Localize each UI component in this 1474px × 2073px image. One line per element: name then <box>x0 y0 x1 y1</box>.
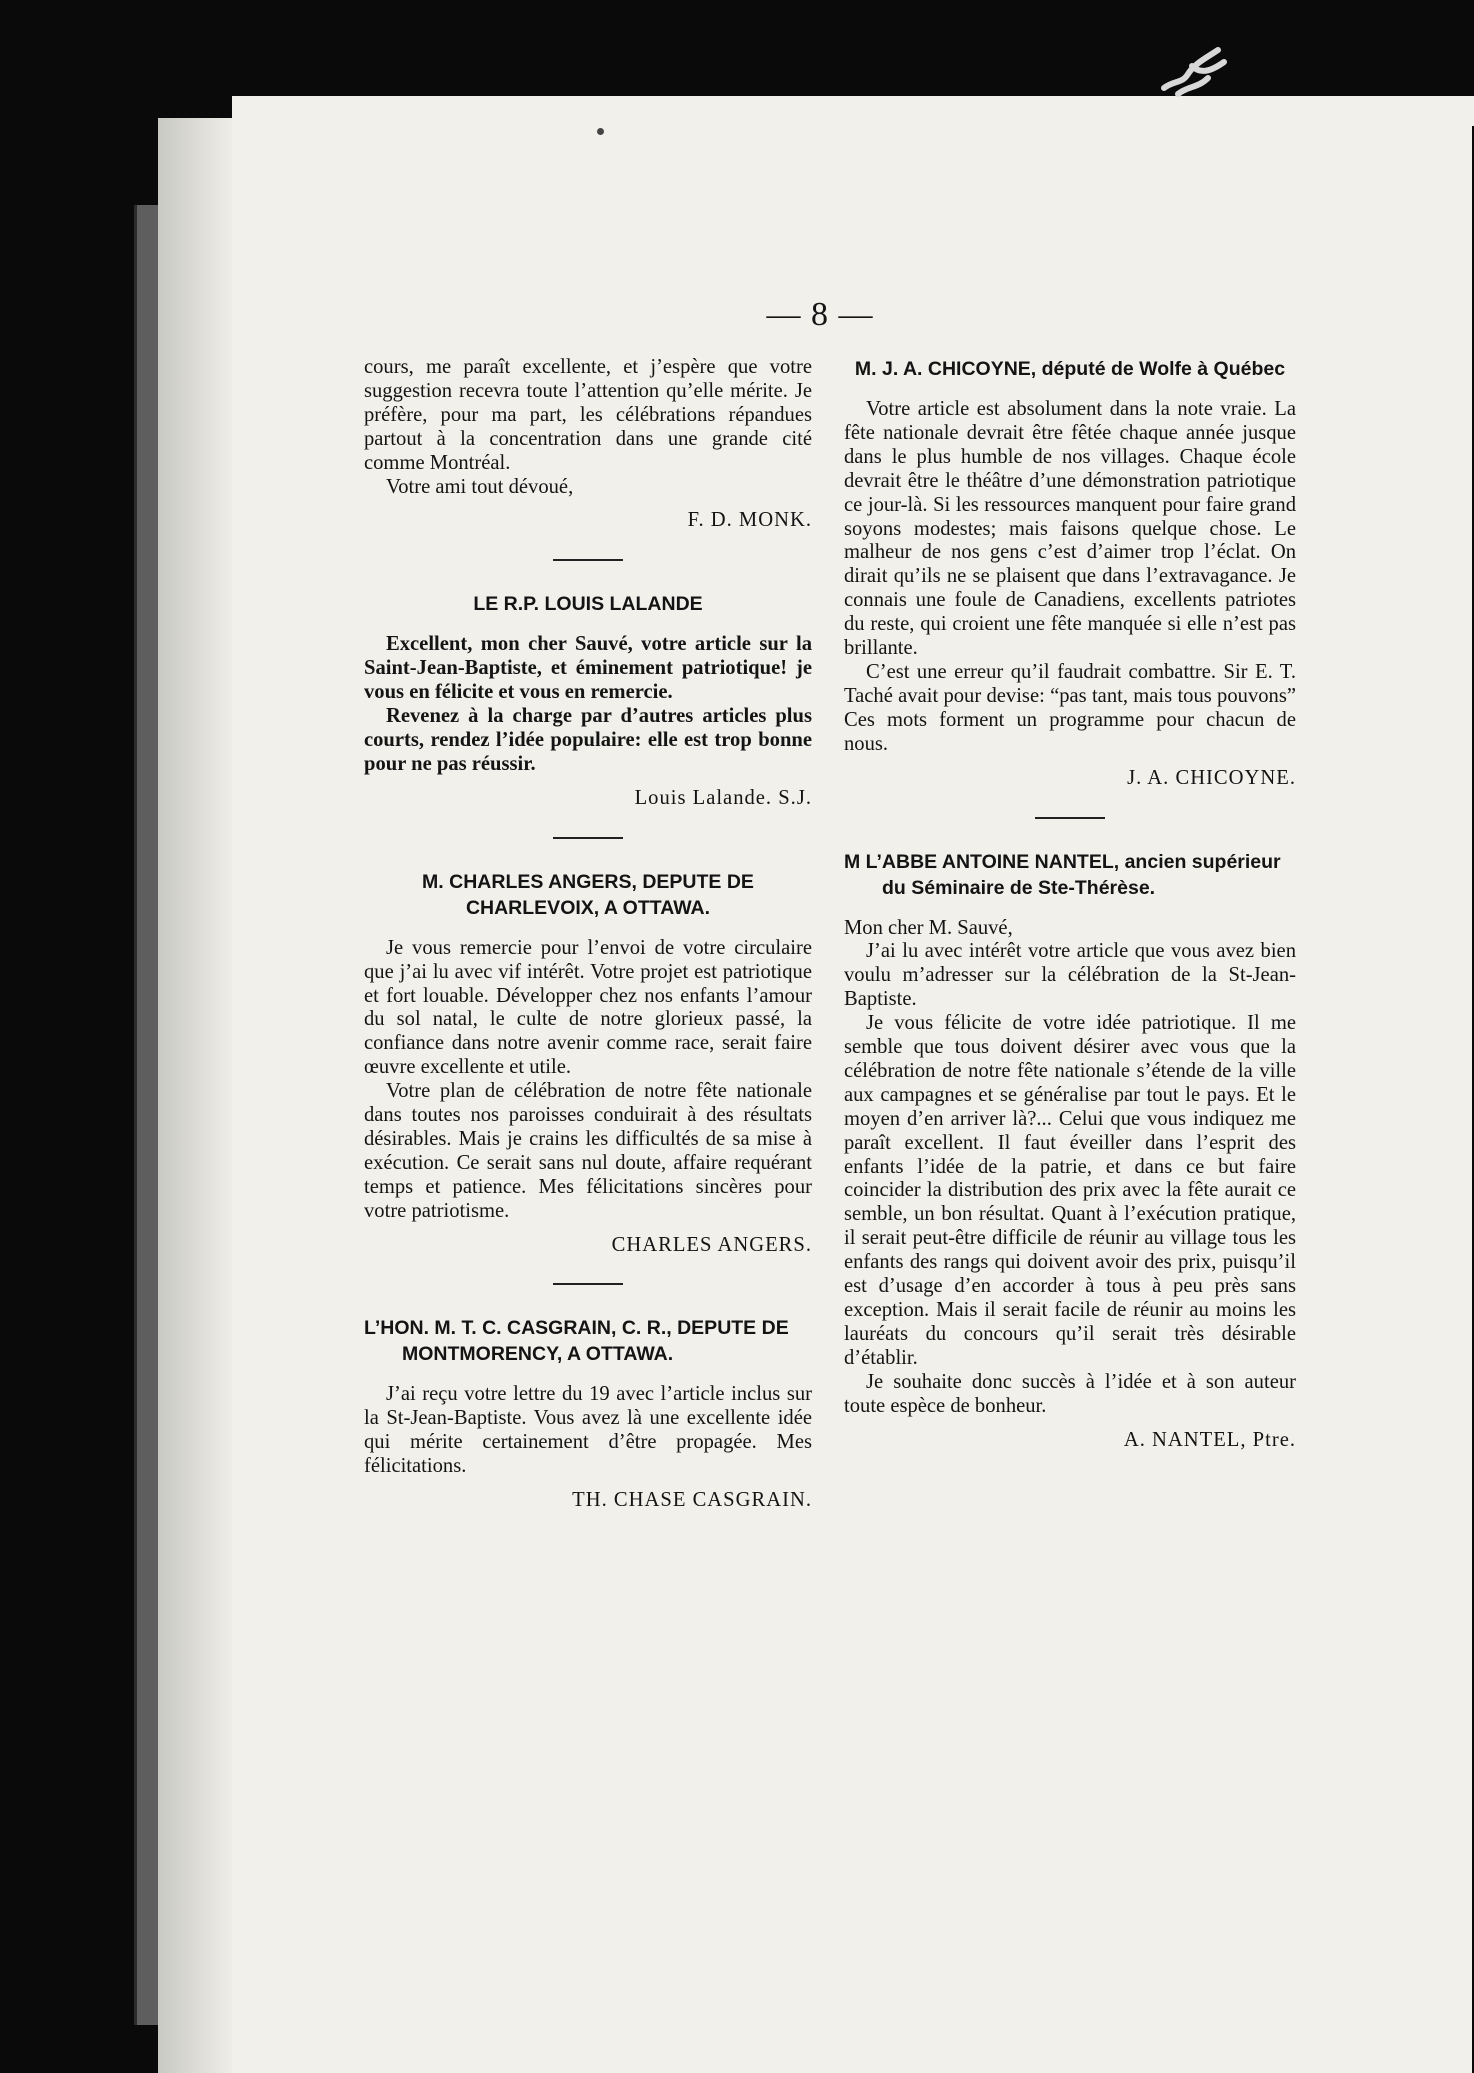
chicoyne-heading: M. J. A. CHICOYNE, député de Wolfe à Québec <box>854 358 1286 380</box>
corner-ink-mark <box>1158 44 1230 102</box>
lalande-heading: LE R.P. LOUIS LALANDE <box>473 593 703 616</box>
section-divider <box>1035 817 1105 819</box>
angers-paragraph: Votre plan de célébration de notre fête nationale dans toutes nos paroisses conduirait à des résultats désirables. Mais je crains les difficultés de sa mise à exécution. Ce serait sans nul doute, affaire requérant temps et patience. Mes félicitations sincères pour votre patriotisme. <box>364 1080 812 1222</box>
monk-letter-text: cours, me paraît excellente, et j’espère que votre suggestion recevra toute l’attention qu’elle mérite. Je préfère, pour ma part, les célébrations répandues partout à la concentration dans une grande cité comme Montréal. <box>364 356 812 474</box>
angers-signature: CHARLES ANGERS. <box>611 1233 812 1256</box>
angers-heading: M. CHARLES ANGERS, DEPUTE DE CHARLEVOIX, A OTTAWA. <box>422 870 754 919</box>
lalande-paragraph: Revenez à la charge par d’autres articles plus courts, rendez l’idée populaire: elle est trop bonne pour ne pas réussir. <box>364 705 812 775</box>
casgrain-signature: TH. CHASE CASGRAIN. <box>572 1489 812 1512</box>
nantel-paragraph: J’ai lu avec intérêt votre article que vous avez bien voulu m’adresser sur la célébration de la St-Jean-Baptiste. <box>844 940 1296 1011</box>
nantel-signature: A. NANTEL, Ptre. <box>1123 1428 1296 1451</box>
chicoyne-signature: J. A. CHICOYNE. <box>1127 766 1296 789</box>
monk-signature: F. D. MONK. <box>687 509 812 532</box>
nantel-paragraph: Je vous félicite de votre idée patriotique. Il me semble que tous doivent désirer avec vous que la célébration de notre fête nationale s’étende de la ville aux campagnes et se généralise par tout le pays. Et le moyen d’en arriver là?... Celui que vous indiquez me paraît excellent. Il faut éveiller dans l’esprit des enfants l’idée de la patrie, et dans ce but faire coincider la distribution des prix avec la fête aurait ce semble, un bon résultat. Quant à l’exécution pratique, il serait peut-être difficile de réunir au village tous les enfants des rangs qui doivent avoir des prix, puisqu’il est d’usage d’en accorder à tous à peu près sans exception. Mais il serait facile de réunir au moins les lauréats du concours qu’il serait très désirable d’établir. <box>844 1012 1296 1369</box>
page-number: — 8 — <box>766 296 874 333</box>
left-column <box>364 356 812 1513</box>
nantel-salutation: Mon cher M. Sauvé, <box>844 916 1013 939</box>
page-fold-shadow <box>158 118 232 2073</box>
nantel-heading: M L’ABBE ANTOINE NANTEL, ancien supérieur du Séminaire de Ste-Thérèse. <box>844 850 1281 899</box>
ink-speck <box>597 128 604 135</box>
section-divider <box>553 559 623 561</box>
lalande-paragraph: Excellent, mon cher Sauvé, votre article sur la Saint-Jean-Baptiste, et éminement patriotique! je vous en félicite et vous en remercie. <box>364 633 812 704</box>
casgrain-heading: L’HON. M. T. C. CASGRAIN, C. R., DEPUTE DE MONTMORENCY, A OTTAWA. <box>364 1317 789 1366</box>
page-top-edge <box>232 96 1474 126</box>
chicoyne-paragraph: Votre article est absolument dans la note vraie. La fête nationale devrait être fêtée chaque année jusque dans le plus humble de nos villages. Chaque école devrait être le théâtre d’une démonstration patriotique ce jour-là. Si les ressources manquent pour faire grand soyons modestes; mais faisons quelque chose. Le malheur de nos gens c’est d’aimer trop l’éclat. On dirait qu’ils ne se plaisent que dans l’extravagance. Je connais une foule de Canadiens, excellents patriotes du reste, qui croient une fête manquée si elle n’est pas brillante. <box>844 398 1296 660</box>
nantel-paragraph: Je souhaite donc succès à l’idée et à son auteur toute espèce de bonheur. <box>844 1370 1296 1417</box>
lalande-signature: Louis Lalande. S.J. <box>634 786 812 809</box>
section-divider <box>553 1283 623 1285</box>
right-column <box>844 356 1296 1452</box>
angers-paragraph: Je vous remercie pour l’envoi de votre circulaire que j’ai lu avec vif intérêt. Votre projet est patriotique et fort louable. Développer chez nos enfants l’amour du sol natal, le culte de notre glorieux passé, la confiance dans notre avenir comme race, serait faire œuvre excellente et utile. <box>364 936 812 1079</box>
monk-closing: Votre ami tout dévoué, <box>386 475 574 498</box>
chicoyne-paragraph: C’est une erreur qu’il faudrait combattre. Sir E. T. Taché avait pour devise: “pas tant, mais tous pouvons” Ces mots forment un programme pour chacun de nous. <box>844 660 1296 755</box>
casgrain-paragraph: J’ai reçu votre lettre du 19 avec l’article inclus sur la St-Jean-Baptiste. Vous avez là une excellente idée qui mérite certainement d’être propagée. Mes félicitations. <box>364 1383 812 1478</box>
section-divider <box>553 837 623 839</box>
